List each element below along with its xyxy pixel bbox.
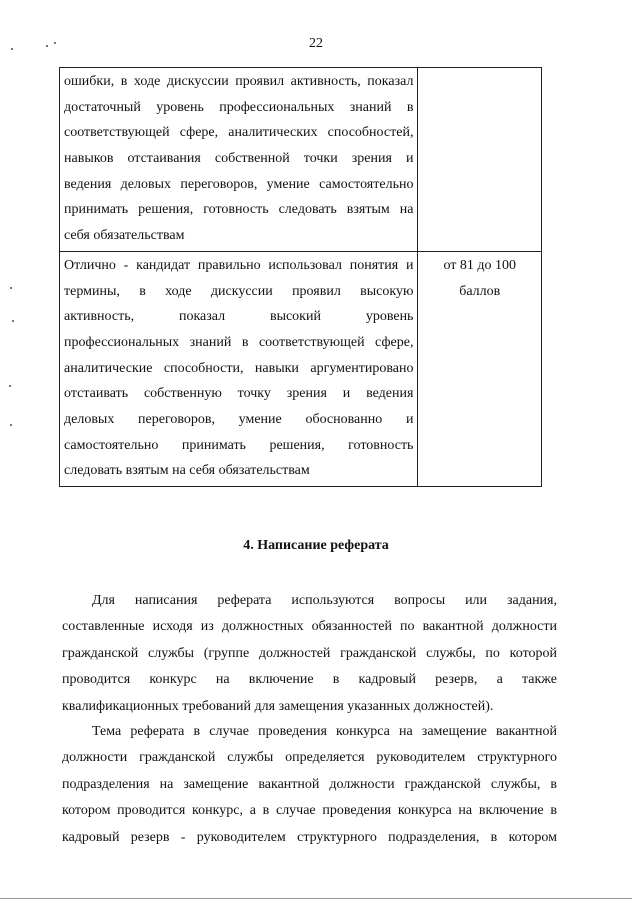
text-line: термины, в ходе дискуссии проявил высокую (64, 283, 414, 299)
scan-artifact (54, 42, 56, 44)
text-line: соответствующей сфере, аналитических способностей, (64, 125, 414, 141)
text-line: отстаивать собственную точку зрения и ведения (64, 386, 414, 402)
page-number: 22 (309, 36, 323, 51)
score-unit: баллов (459, 283, 501, 299)
text-line: навыков отстаивания собственной точки зрения и (64, 151, 414, 167)
text-line: себя обязательствам (64, 228, 185, 244)
text-line: Отлично - кандидат правильно использовал понятия и (64, 257, 414, 273)
text-line: подразделения на замещение вакантной должности гражданской службы, в (62, 776, 557, 792)
text-line: ведения деловых переговоров, умение самостоятельно (64, 176, 414, 192)
scan-artifact (10, 424, 12, 426)
score-cell (418, 68, 542, 252)
scan-artifact (9, 385, 11, 387)
text-line: кадровый резерв - руководителем структурного подразделения, в котором (62, 829, 557, 845)
text-line: проводится конкурс на включение в кадровый резерв, а также (62, 672, 557, 688)
text-line: квалификационных требований для замещения указанных должностей). (62, 698, 494, 714)
section-title: 4. Написание реферата (243, 538, 389, 553)
text-line: достаточный уровень профессиональных знаний в (64, 99, 414, 115)
criteria-description (60, 251, 418, 486)
text-line: Для написания реферата используются вопросы или задания, (92, 593, 557, 608)
text-line: следовать взятым на себя обязательствам (64, 463, 310, 479)
table-row (60, 68, 542, 252)
scan-artifact (10, 287, 12, 289)
text-line: самостоятельно принимать решения, готовность (64, 437, 414, 453)
text-line: Тема реферата в случае проведения конкурса на замещение вакантной (92, 724, 557, 739)
text-line: должности гражданской службы определяется руководителем структурного (62, 750, 557, 766)
text-line: гражданской службы (группе должностей гражданской службы, по которой (62, 645, 557, 661)
text-line: активность, показал высокий уровень (64, 309, 414, 325)
scan-artifact (12, 320, 14, 322)
text-line: аналитические способности, навыки аргументировано (64, 360, 414, 376)
text-line: составленные исходя из должностных обязанностей по вакантной должности (62, 619, 557, 635)
paragraph (62, 719, 557, 851)
text-line: принимать решения, готовность следовать взятым на (64, 202, 414, 218)
table-row (60, 251, 542, 486)
text-line: ошибки, в ходе дискуссии проявил активность, показал (64, 74, 414, 89)
scan-artifact (46, 45, 48, 47)
text-line: котором проводится конкурс, а в случае проведения конкурса на включение в (62, 803, 557, 819)
scan-artifact (11, 48, 13, 50)
criteria-description (60, 68, 418, 252)
paragraph (62, 588, 557, 720)
criteria-table (59, 67, 542, 487)
text-line: профессиональных знаний в соответствующей сфере, (64, 334, 414, 350)
text-line: деловых переговоров, умение обоснованно и (64, 411, 414, 427)
score-range: от 81 до 100 (443, 257, 516, 273)
score-cell (418, 251, 542, 486)
page-edge-line (0, 898, 632, 899)
